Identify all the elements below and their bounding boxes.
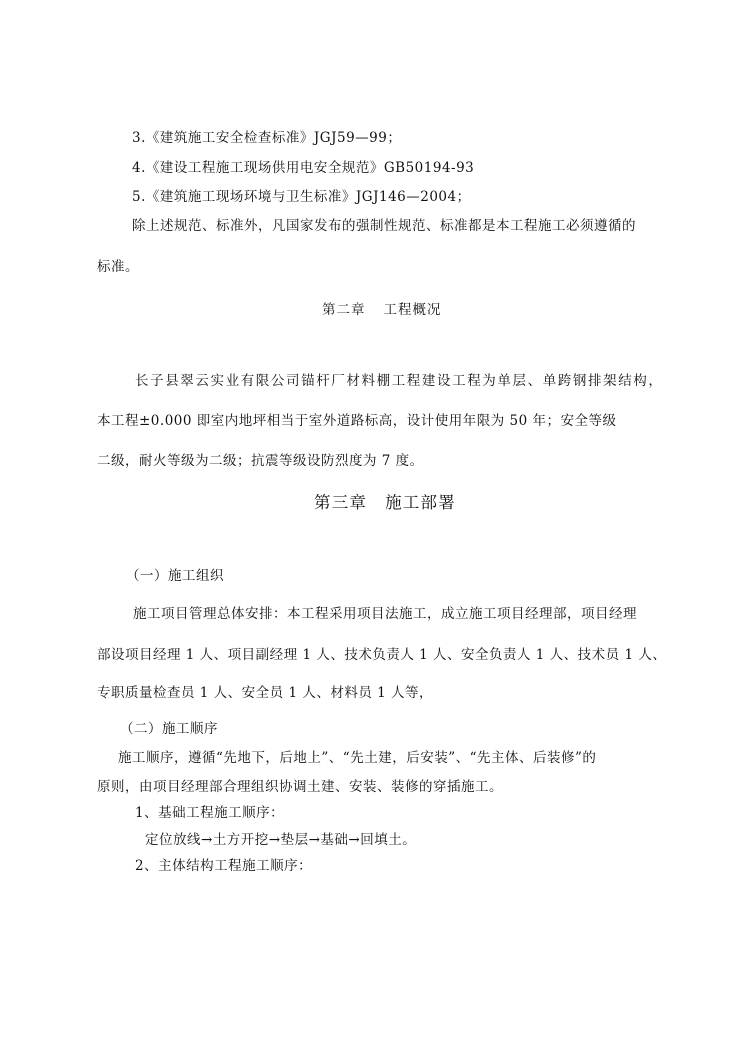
section1-line3: 专职质量检查员 1 人、安全员 1 人、材料员 1 人等， [97, 685, 434, 701]
item1-content: 定位放线→土方开挖→垫层→基础→回填土。 [145, 832, 417, 848]
section1-line2: 部设项目经理 1 人、项目副经理 1 人、技术负责人 1 人、安全负责人 1 人、技术员 1 人、 [97, 647, 667, 663]
standards-note-line1: 除上述规范、标准外，凡国家发布的强制性规范、标准都是本工程施工必须遵循的 [132, 218, 636, 234]
section1-line1: 施工项目管理总体安排：本工程采用项目法施工，成立施工项目经理部，项目经理 [133, 606, 637, 622]
section2-line1: 施工顺序，遵循“先地下，后地上”、“先土建，后安装”、“先主体、后装修”的 [118, 750, 597, 766]
chapter2-number: 第二章 [322, 302, 366, 318]
standard-item-5: 5.《建筑施工现场环境与卫生标准》JGJ146—2004； [132, 189, 471, 205]
chapter3-title: 施工部署 [385, 493, 456, 512]
chapter3-heading [314, 489, 456, 513]
section1-heading: （一）施工组织 [126, 568, 224, 584]
standard-item-4: 4.《建设工程施工现场供用电安全规范》GB50194-93 [132, 160, 475, 176]
chapter2-title: 工程概况 [383, 302, 442, 318]
standards-note-line2: 标准。 [97, 259, 139, 275]
overview-line2: 本工程±0.000 即室内地坪相当于室外道路标高，设计使用年限为 50 年；安全等级 [97, 413, 617, 429]
section2-heading: （二）施工顺序 [120, 721, 218, 737]
overview-line1: 长子县翠云实业有限公司锚杆厂材料棚工程建设工程为单层、单跨钢排架结构， [135, 373, 664, 389]
standard-item-3: 3.《建筑施工安全检查标准》JGJ59—99； [132, 130, 402, 146]
chapter3-number: 第三章 [314, 493, 368, 512]
item2-title: 2、主体结构工程施工顺序： [135, 858, 313, 874]
section2-line2: 原则，由项目经理部合理组织协调土建、安装、装修的穿插施工。 [97, 779, 503, 795]
item1-title: 1、基础工程施工顺序： [135, 805, 285, 821]
chapter2-heading [322, 298, 442, 318]
overview-line3: 二级，耐火等级为二级；抗震等级设防烈度为 7 度。 [97, 453, 424, 469]
